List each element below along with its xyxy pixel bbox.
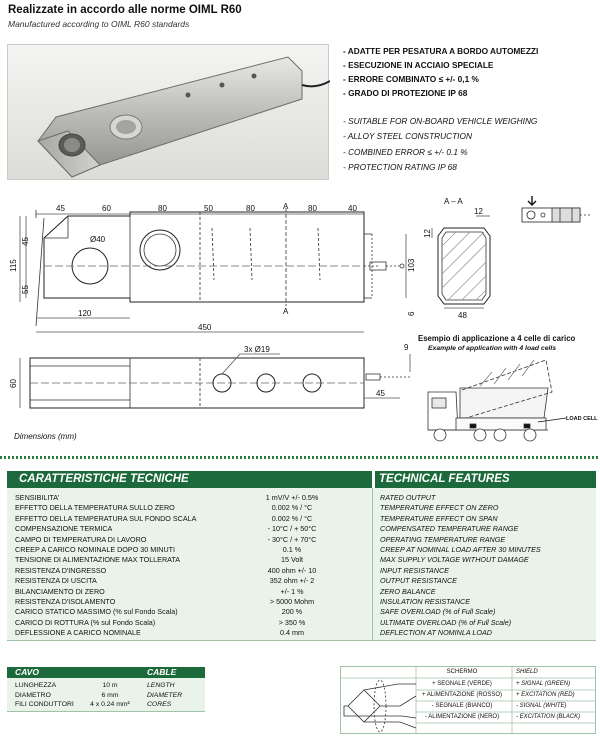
table-row: DIAMETRO 6 mm DIAMETER (15, 691, 183, 699)
dim-50: 50 (204, 204, 213, 213)
side-view (20, 354, 410, 408)
dim-80b: 80 (246, 204, 255, 213)
wiring-row: - SEGNALE (BIANCO) - SIGNAL (WHITE) (431, 703, 567, 709)
technical-drawing (0, 186, 600, 448)
wiring-diagram (340, 666, 596, 734)
table-row: DEFLESSIONE A CARICO NOMINALE 0.4 mm DEFLECTION AT NOMINLA LOAD (15, 628, 492, 638)
section-view (432, 216, 490, 308)
dim-115: 115 (9, 259, 18, 272)
feature-it-1: - ADATTE PER PESATURA A BORDO AUTOMEZZI (343, 46, 539, 56)
cable-table (7, 678, 205, 712)
tech-table (7, 488, 596, 641)
cable-title-it: CAVO (15, 667, 39, 677)
dim-60: 60 (102, 204, 111, 213)
table-row: LUNGHEZZA 10 m LENGTH (15, 682, 175, 689)
tech-table-header (7, 471, 596, 488)
tech-title-en: TECHNICAL FEATURES (379, 473, 510, 485)
section-divider (0, 456, 600, 459)
load-cell-label: LOAD CELL (566, 416, 598, 422)
product-photo (7, 44, 329, 180)
page-title: Realizzate in accordo alle norme OIML R60 (8, 4, 242, 16)
table-row: CREEP A CARICO NOMINALE DOPO 30 MINUTI 0.1 % CREEP AT NOMINAL LOAD AFTER 30 MINUTES (15, 545, 541, 554)
dim-40: 40 (348, 204, 357, 213)
section-mark-top: A (283, 202, 289, 211)
table-row: EFFETTO DELLA TEMPERATURA SUL FONDO SCALA 0.002 % / °C TEMPERATURE EFFECT ON SPAN (15, 513, 498, 523)
dim-45: 45 (56, 204, 65, 213)
hole-diameter: Ø40 (90, 235, 106, 244)
table-row: CAMPO DI TEMPERATURA DI LAVORO - 30°C / + 70°C OPERATING TEMPERATURE RANGE (15, 534, 506, 544)
table-row: BILANCIAMENTO DI ZERO +/- 1 % ZERO BALANCE (15, 586, 436, 596)
wiring-row: + SEGNALE (VERDE) + SIGNAL (GREEN) (432, 681, 571, 687)
side-hole-label: 3x Ø19 (244, 345, 270, 354)
table-row: CARICO DI ROTTURA (% sul Fondo Scala) > 350 % ULTIMATE OVERLOAD (% of Full Scale) (15, 617, 512, 627)
feature-it-3: - ERRORE COMBINATO ≤ +/- 0,1 % (343, 74, 479, 84)
truck-illustration (428, 360, 566, 441)
feature-en-2: - ALLOY STEEL CONSTRUCTION (343, 131, 472, 141)
dim-450: 450 (198, 323, 212, 332)
table-row: FILI CONDUTTORI 4 x 0.24 mm² CORES (15, 701, 172, 708)
table-row: TENSIONE DI ALIMENTAZIONE MAX TOLLERATA 15 Volt MAX SUPPLY VOLTAGE WITHOUT DAMAGE (15, 555, 529, 565)
cable-title-en: CABLE (147, 667, 177, 677)
load-cell-illustration (8, 45, 330, 181)
feature-en-1: - SUITABLE FOR ON-BOARD VEHICLE WEIGHING (343, 116, 538, 126)
table-row: CARICO STATICO MASSIMO (% sul Fondo Scala) 200 % SAFE OVERLOAD (% of Full Scale) (15, 607, 496, 617)
dim-6: 6 (407, 311, 416, 316)
section-dim-48: 48 (458, 311, 467, 320)
dim-80c: 80 (308, 204, 317, 213)
dim-80a: 80 (158, 204, 167, 213)
dim-103: 103 (407, 258, 416, 272)
wiring-row: - ALIMENTAZIONE (NERO) - EXCITATION (BLACK) (424, 714, 581, 720)
example-title-it: Esempio di applicazione a 4 celle di carico (418, 334, 576, 343)
cable-table-header (7, 667, 205, 678)
feature-en-4: - PROTECTION RATING IP 68 (343, 162, 457, 172)
wiring-row: + ALIMENTAZIONE (ROSSO) + EXCITATION (RED) (421, 692, 575, 698)
table-row: RESISTENZA D'ISOLAMENTO > 5000 Mohm INSULATION RESISTANCE (15, 597, 470, 606)
page-subtitle: Manufactured according to OIML R60 standards (8, 19, 190, 29)
dim-120: 120 (78, 309, 92, 318)
section-mark-bottom: A (283, 307, 289, 316)
section-dim-12-top: 12 (474, 207, 483, 216)
feature-it-2: - ESECUZIONE IN ACCIAIO SPECIALE (343, 60, 494, 70)
mounting-icon (522, 196, 590, 222)
table-row: COMPENSAZIONE TERMICA - 10°C / + 50°C COMPENSATED TEMPERATURE RANGE (15, 524, 519, 534)
feature-en-3: - COMBINED ERROR ≤ +/- 0.1 % (343, 147, 468, 157)
dim-45-left: 45 (21, 237, 30, 246)
example-title-en: Example of application with 4 load cells (428, 345, 557, 352)
side-dim-9: 9 (404, 343, 409, 352)
side-dim-60: 60 (9, 379, 18, 388)
section-dim-12-left: 12 (423, 229, 432, 238)
side-dim-45: 45 (376, 389, 385, 398)
table-row: EFFETTO DELLA TEMPERATURA SULLO ZERO 0.002 % / °C TEMPERATURE EFFECT ON ZERO (15, 503, 499, 513)
dim-55: 55 (21, 285, 30, 294)
table-row: RESISTENZA D'INGRESSO 400 ohm +/- 10 INPUT RESISTANCE (15, 565, 449, 575)
feature-it-4: - GRADO DI PROTEZIONE IP 68 (343, 88, 468, 98)
tech-header-divider (372, 471, 375, 488)
table-row: RESISTENZA DI USCITA 352 ohm +/- 2 OUTPUT RESISTANCE (15, 576, 457, 586)
tech-title-it: CARATTERISTICHE TECNICHE (19, 473, 189, 485)
dimensions-note: Dimensions (mm) (14, 432, 77, 441)
section-label: A – A (444, 197, 463, 206)
wiring-row: SCHERMO SHIELD (446, 669, 538, 675)
table-row: SENSIBILITA' 1 mV/V +/- 0.5% RATED OUTPUT (15, 493, 436, 502)
